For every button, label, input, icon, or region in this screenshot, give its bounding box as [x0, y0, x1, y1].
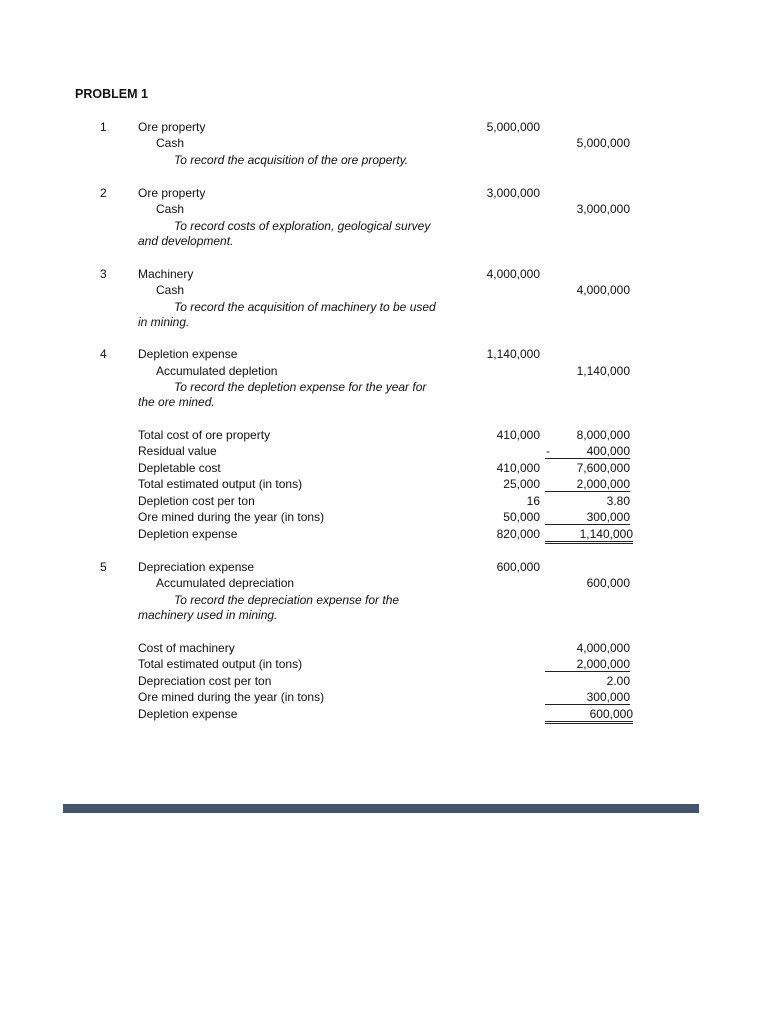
calc-value-b: 2,000,000	[545, 657, 630, 672]
calc-label: Total estimated output (in tons)	[138, 657, 303, 671]
calc-value-b: 2,000,000	[545, 477, 630, 492]
calc-value-b: 7,600,000	[576, 461, 630, 475]
entry-number: 3	[100, 267, 107, 281]
calc-value-b: 1,140,000	[545, 527, 633, 544]
calc-value-a: 410,000	[496, 461, 540, 475]
calc-value-a: 820,000	[496, 527, 540, 541]
entry-memo: To record the acquisition of machinery to be used	[174, 300, 436, 314]
debit-account: Ore property	[138, 120, 206, 134]
calc-label: Cost of machinery	[138, 641, 235, 655]
calc-label: Total estimated output (in tons)	[138, 477, 303, 491]
credit-amount: 5,000,000	[576, 136, 630, 150]
credit-account: Cash	[156, 283, 185, 297]
entry-number: 5	[100, 560, 107, 574]
calc-value-b: 300,000	[545, 510, 630, 525]
debit-amount: 1,140,000	[486, 347, 540, 361]
calc-value-b: 600,000	[545, 707, 633, 724]
credit-amount: 4,000,000	[576, 283, 630, 297]
debit-account: Depletion expense	[138, 347, 238, 361]
calc-value-a: 50,000	[503, 510, 540, 524]
entry-memo: To record the acquisition of the ore property.	[174, 153, 409, 167]
entry-memo-cont: machinery used in mining.	[138, 608, 278, 622]
calc-label: Depletion cost per ton	[138, 494, 255, 508]
calc-value-a: 16	[526, 494, 540, 508]
calc-value-b: 300,000	[545, 690, 630, 705]
calc-value-a: 410,000	[496, 428, 540, 442]
calc-value-b: 4,000,000	[576, 641, 630, 655]
debit-amount: 5,000,000	[486, 120, 540, 134]
debit-amount: 600,000	[496, 560, 540, 574]
entry-memo: To record the depreciation expense for the	[174, 593, 400, 607]
calc-label: Residual value	[138, 444, 217, 458]
calc-value-b: 2.00	[606, 674, 630, 688]
calc-label: Depletable cost	[138, 461, 221, 475]
calc-value-b: 3.80	[606, 494, 630, 508]
entry-memo: To record the depletion expense for the year for	[174, 380, 427, 394]
entry-memo: To record costs of exploration, geological survey	[174, 219, 431, 233]
credit-amount: 600,000	[586, 576, 630, 590]
credit-account: Cash	[156, 202, 185, 216]
entry-memo-cont: the ore mined.	[138, 395, 215, 409]
credit-account: Cash	[156, 136, 185, 150]
debit-account: Depreciation expense	[138, 560, 255, 574]
entry-number: 1	[100, 120, 107, 134]
calc-value-b: 8,000,000	[576, 428, 630, 442]
debit-account: Machinery	[138, 267, 194, 281]
debit-amount: 3,000,000	[486, 186, 540, 200]
calc-label: Depreciation cost per ton	[138, 674, 272, 688]
entry-memo-cont: in mining.	[138, 315, 190, 329]
debit-account: Ore property	[138, 186, 206, 200]
calc-value-a: 25,000	[503, 477, 540, 491]
credit-account: Accumulated depletion	[156, 364, 278, 378]
calc-dash: -	[546, 444, 550, 458]
calc-label: Ore mined during the year (in tons)	[138, 510, 325, 524]
entry-number: 4	[100, 347, 107, 361]
calc-value-b: 400,000	[545, 444, 630, 459]
calc-label: Depletion expense	[138, 707, 238, 721]
credit-account: Accumulated depreciation	[156, 576, 295, 590]
debit-amount: 4,000,000	[486, 267, 540, 281]
credit-amount: 1,140,000	[576, 364, 630, 378]
calc-label: Total cost of ore property	[138, 428, 271, 442]
page-title: PROBLEM 1	[75, 87, 148, 101]
footer-bar	[63, 804, 699, 813]
credit-amount: 3,000,000	[576, 202, 630, 216]
calc-label: Depletion expense	[138, 527, 238, 541]
calc-label: Ore mined during the year (in tons)	[138, 690, 325, 704]
entry-memo-cont: and development.	[138, 234, 234, 248]
entry-number: 2	[100, 186, 107, 200]
